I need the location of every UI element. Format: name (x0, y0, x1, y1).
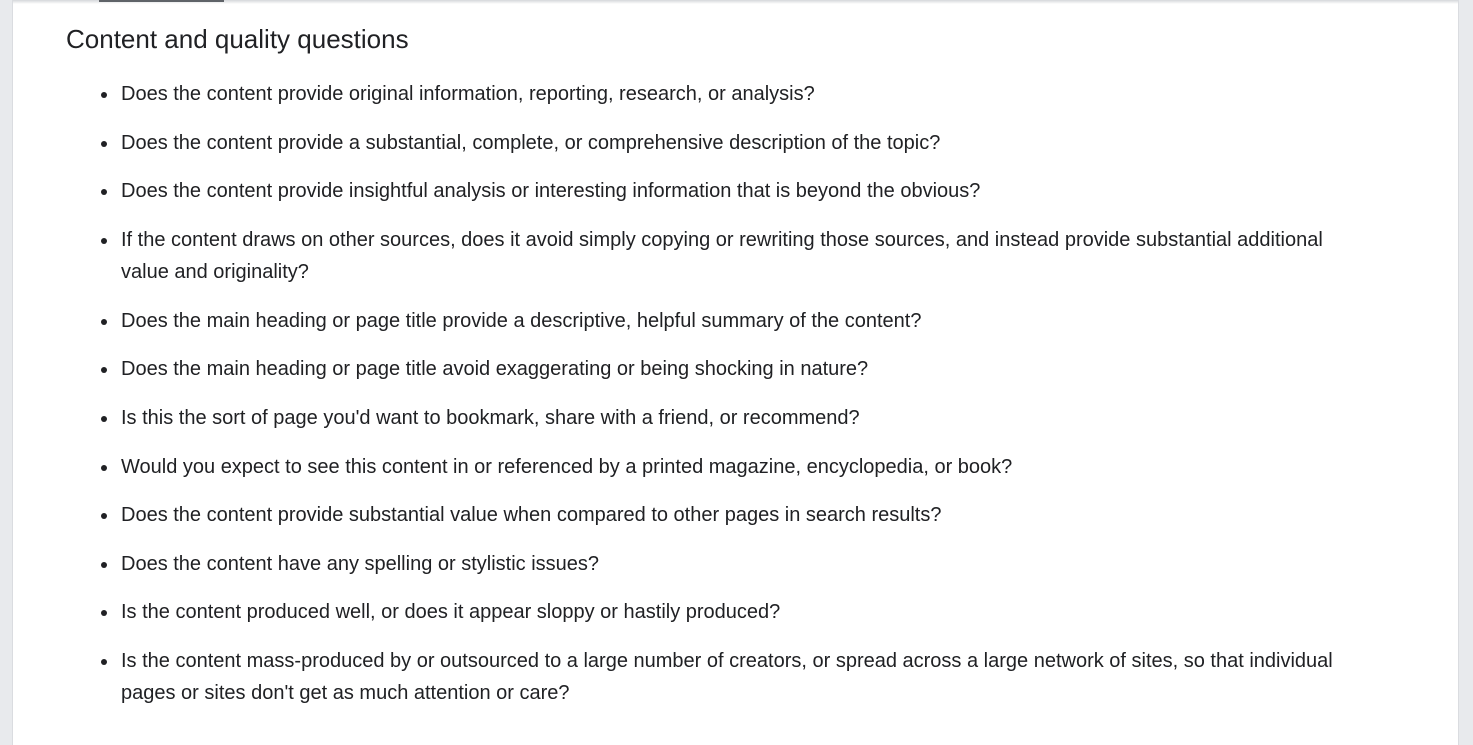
question-text: Does the content provide insightful analysis or interesting information that is beyond the obvious? (121, 180, 981, 202)
question-item (66, 645, 1366, 709)
question-list (66, 78, 1366, 709)
question-text: Does the content provide a substantial, complete, or comprehensive description of the topic? (121, 132, 941, 154)
bullet-icon (101, 659, 107, 665)
bullet-icon (101, 141, 107, 147)
question-item (66, 175, 1366, 207)
content-page (12, 0, 1459, 745)
question-item (66, 402, 1366, 434)
question-text: Is the content mass-produced by or outsourced to a large number of creators, or spread across a large network of sites, so that individual pages or sites don't get as much attention or care? (121, 650, 1333, 704)
question-text: Does the main heading or page title avoid exaggerating or being shocking in nature? (121, 358, 869, 380)
question-text: Is this the sort of page you'd want to bookmark, share with a friend, or recommend? (121, 407, 860, 429)
bullet-icon (101, 319, 107, 325)
bullet-icon (101, 416, 107, 422)
question-item (66, 224, 1366, 288)
bullet-icon (101, 238, 107, 244)
bullet-icon (101, 465, 107, 471)
bullet-icon (101, 610, 107, 616)
question-item (66, 127, 1366, 159)
question-item (66, 305, 1366, 337)
question-item (66, 451, 1366, 483)
question-text: Does the content have any spelling or stylistic issues? (121, 553, 600, 575)
bullet-icon (101, 189, 107, 195)
bullet-icon (101, 92, 107, 98)
question-text: Does the content provide original information, reporting, research, or analysis? (121, 83, 815, 105)
section-title: Content and quality questions (66, 24, 409, 54)
question-text: Does the main heading or page title provide a descriptive, helpful summary of the content? (121, 310, 922, 332)
question-item (66, 78, 1366, 110)
question-item (66, 548, 1366, 580)
active-tab-indicator (99, 0, 224, 2)
bullet-icon (101, 367, 107, 373)
question-item (66, 499, 1366, 531)
bullet-icon (101, 562, 107, 568)
question-text: Is the content produced well, or does it appear sloppy or hastily produced? (121, 601, 781, 623)
top-shadow (13, 0, 1458, 4)
bullet-icon (101, 513, 107, 519)
question-text: Does the content provide substantial value when compared to other pages in search results? (121, 504, 942, 526)
question-item (66, 596, 1366, 628)
question-item (66, 353, 1366, 385)
question-text: If the content draws on other sources, does it avoid simply copying or rewriting those sources, and instead provide substantial additional value and originality? (121, 229, 1323, 283)
question-text: Would you expect to see this content in or referenced by a printed magazine, encyclopedia, or book? (121, 456, 1013, 478)
